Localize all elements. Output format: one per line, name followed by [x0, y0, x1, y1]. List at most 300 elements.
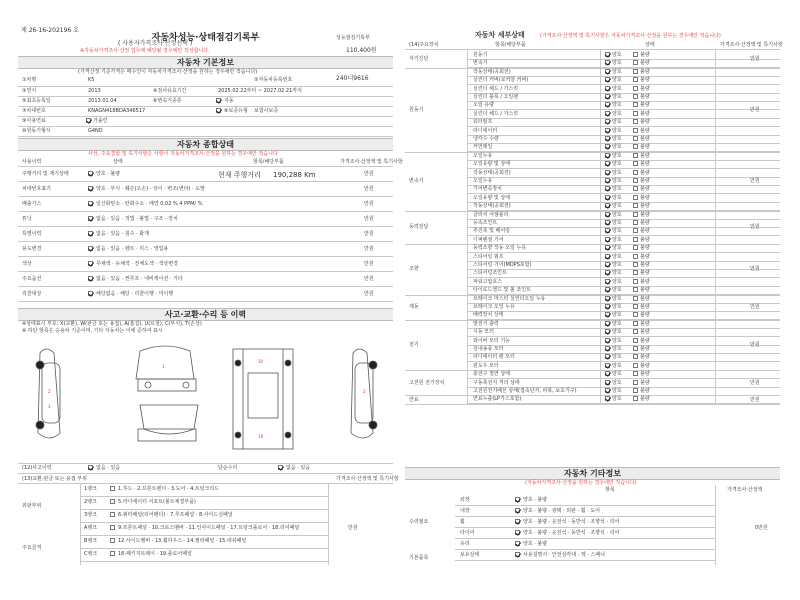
basic-value2-1: 240너9616: [336, 75, 369, 82]
row-divider: [467, 345, 780, 346]
detail-state: 불량: [640, 278, 650, 285]
detail-check: [633, 237, 638, 242]
detail-check: [605, 119, 610, 124]
detail-state: 불량: [640, 77, 650, 84]
group-divider: [405, 404, 780, 405]
detail-item: 오일유량 및 상태: [473, 161, 510, 168]
detail-check: [605, 371, 610, 376]
detail-check: [605, 338, 610, 343]
row-divider: [18, 196, 393, 197]
group-divider: [405, 295, 780, 296]
basic-value-4: KNAGN418BDA346517: [88, 108, 146, 114]
svg-text:19: 19: [258, 434, 264, 439]
detail-group: 고전원 전기장치: [409, 379, 445, 386]
detail-state: 불량: [640, 253, 650, 260]
detail-state: 양호: [612, 203, 622, 210]
detail-check: [633, 287, 638, 292]
row-divider: [467, 135, 780, 136]
detail-state: 불량: [640, 379, 650, 386]
group-divider: [405, 320, 780, 321]
detail-item: 타이로드엔드 및 볼 조인트: [473, 287, 531, 294]
detail-item: 클러치 어셈블리: [473, 211, 509, 218]
detail-check: [605, 186, 610, 191]
detail-state: 양호: [612, 253, 622, 260]
details-col-2: 항목/해당부품: [495, 42, 526, 48]
detail-item: 오일누유: [473, 178, 493, 184]
detail-state: 불량: [640, 194, 650, 201]
row-divider: [467, 118, 780, 119]
overall-note: 사상, 주요결함 및 특기사항은 사항이 자동차가격조사·산정을 원하는 경우에만 적습니다: [88, 151, 278, 157]
detail-check: [605, 329, 610, 334]
detail-item: 라디에이터: [473, 127, 498, 134]
detail-check: [605, 312, 610, 317]
detail-check: [633, 178, 638, 183]
detail-check: [605, 346, 610, 351]
detail-unit: 만원: [750, 56, 760, 63]
other-label: 타이어: [460, 530, 475, 536]
detail-item: 워터펌프: [473, 119, 493, 126]
group-divider: [405, 211, 780, 212]
detail-check: [633, 312, 638, 317]
detail-state: 양호: [612, 304, 622, 310]
overall-row-unit: 만원: [364, 216, 374, 222]
other-options: 양호 · 불량 · 광택 · 외판 · 휠 · 도어: [523, 508, 600, 514]
detail-unit: 만원: [750, 304, 760, 311]
detail-group: 자기진단: [409, 56, 429, 63]
row-divider: [455, 516, 715, 517]
detail-check: [605, 363, 610, 368]
detail-check: [633, 195, 638, 200]
other-note: (자동차가격조사·산정을 원하는 경우에만 적습니다): [525, 480, 637, 486]
overall-row-label: 색상: [22, 261, 32, 267]
detail-check: [633, 69, 638, 74]
detail-state: 불량: [640, 211, 650, 218]
detail-state: 양호: [612, 295, 622, 302]
detail-check: [633, 388, 638, 393]
detail-state: 양호: [612, 85, 622, 92]
detail-check: [633, 94, 638, 99]
detail-check: [633, 245, 638, 250]
detail-check: [633, 228, 638, 233]
detail-state: 불량: [640, 236, 650, 243]
detail-state: 양호: [612, 396, 622, 403]
detail-check: [605, 52, 610, 57]
detail-group: 동력전달: [409, 224, 429, 231]
detail-check: [605, 144, 610, 149]
other-check: [515, 519, 520, 524]
detail-check: [605, 60, 610, 65]
overall-check: [88, 216, 93, 221]
row-divider: [467, 143, 780, 144]
other-options: 양호 · 불량 · 운전석 · 동반석 · 조향석 · 리어: [523, 519, 620, 525]
panel-items: 9.프론트패널 · 10.크로스멤버 · 11.인사이드패널 · 17.트렁크플로어 · 18.리어패널: [118, 525, 300, 531]
detail-state: 불량: [640, 136, 650, 142]
detail-check: [633, 270, 638, 275]
detail-item: 디퍼렌셜 기어: [473, 236, 504, 243]
overall-row-options: 없음 · 있음 · 썬루프 · 네비게이션 · 기타: [96, 276, 183, 282]
detail-state: 양호: [612, 346, 622, 352]
details-head: 자동차 세부상태: [475, 31, 525, 39]
panel-check: [110, 499, 115, 504]
row-divider: [18, 226, 393, 227]
detail-check: [605, 102, 610, 107]
detail-state: 양호: [612, 245, 622, 252]
detail-item: 고전원전기배선 상태(접속단자, 피복, 보호기구): [473, 388, 577, 394]
detail-state: 불량: [640, 85, 650, 92]
row-divider: [18, 181, 393, 182]
other-col-2: 가격조사·산정액: [727, 487, 763, 493]
overall-row-label: 주요옵션: [22, 276, 42, 282]
detail-state: 양호: [612, 152, 622, 159]
row-divider: [455, 538, 715, 539]
detail-check: [605, 161, 610, 166]
row-divider: [467, 227, 780, 228]
group-divider: [405, 370, 780, 371]
overall-band: 자동차 종합상태: [18, 138, 393, 151]
right-sheet: [405, 25, 783, 565]
overall-row-unit: 만원: [364, 201, 374, 207]
detail-item: 라디에이터 팬 모터: [473, 354, 515, 361]
detail-state: 불량: [640, 337, 650, 344]
detail-item: 실린더 블록 / 오일팬: [473, 94, 519, 100]
detail-unit: 만원: [750, 379, 760, 386]
frame-label: 주요골격: [22, 545, 42, 551]
detail-group: 변속기: [409, 178, 424, 185]
basic-note: (가격산정 기준가격은 매수인이 자동차가격조사·산정을 원하는 경우에만 적습니다): [78, 69, 258, 75]
overall-row-label: 주행거리 및 계기상태: [22, 171, 69, 177]
detail-item: 브레이크 오일 누유: [473, 304, 515, 310]
panels-unit: 만원: [348, 525, 358, 531]
detail-check: [605, 69, 610, 74]
detail-check: [605, 77, 610, 82]
detail-unit: 만원: [750, 342, 760, 348]
overall-row-options: 일산화탄소 · 탄화수소 · 매연 0.02 % 4 PPM/ %: [96, 201, 203, 207]
col-divider: [467, 49, 468, 405]
detail-check: [605, 380, 610, 385]
other-label: 외장: [460, 497, 470, 503]
detail-item: 오일누유: [473, 152, 493, 159]
detail-state: 불량: [640, 110, 650, 117]
detail-item: 작동상태(공회전): [473, 203, 511, 210]
detail-item: 발전기 출력: [473, 320, 499, 327]
fee-value: 110,400원: [346, 47, 377, 54]
detail-state: 양호: [612, 211, 622, 218]
detail-state: 불량: [640, 346, 650, 352]
details-note: (가격조사·산정액 및 특기사항은 자동차가격조사·산정을 원하는 경우에만 적습니다): [540, 33, 721, 39]
detail-check: [633, 346, 638, 351]
mileage-label: 현재 주행거리: [218, 171, 261, 179]
basic-value-3: 2013.01.04: [88, 98, 117, 104]
detail-group: 조향: [409, 266, 419, 273]
overall-check: [88, 186, 93, 191]
panel-rank: B랭크: [84, 538, 98, 544]
detail-state: 불량: [640, 245, 650, 252]
row-divider: [80, 535, 328, 536]
accident-note-2: ※ 하단 항목은 승용차 기준이며, 기타 자동차는 이에 준하여 표시: [22, 328, 163, 334]
row-divider: [455, 505, 715, 506]
detail-item: 충전구 절연 상태: [473, 371, 510, 378]
row-divider: [467, 160, 780, 161]
detail-state: 불량: [640, 161, 650, 168]
detail-state: 양호: [612, 320, 622, 327]
row-divider: [467, 126, 780, 127]
detail-item: 파워고압호스: [473, 278, 502, 285]
overall-head-2: 상태: [113, 159, 123, 165]
panel-items: 6.쿼터패널(리어펜더) · 7.루프패널 · 8.사이드실패널: [118, 512, 233, 518]
detail-state: 불량: [640, 228, 650, 235]
detail-check: [605, 86, 610, 91]
basic-value-6: G4ND: [88, 128, 103, 134]
panel-check: [110, 551, 115, 556]
detail-group: 제동: [409, 304, 419, 311]
repair-opts: 없음 · 있음: [286, 465, 311, 471]
detail-unit: 만원: [750, 396, 760, 403]
detail-check: [605, 153, 610, 158]
detail-item: 작동상태(공회전): [473, 169, 511, 176]
detail-item: 실린더 헤드 / 가스킷: [473, 85, 519, 92]
detail-check: [633, 111, 638, 116]
detail-state: 양호: [612, 186, 622, 193]
other-check: [515, 541, 520, 546]
row-divider: [467, 277, 780, 278]
overall-row-unit: 만원: [364, 231, 374, 237]
detail-item: 실내송풍 모터: [473, 346, 504, 352]
overall-row-options: 양호 · 부식 · 훼손(오손) · 상이 · 변조(변타) · 도말: [96, 186, 205, 192]
detail-check: [633, 203, 638, 208]
basic-value2-4: 보험사보증: [254, 108, 279, 114]
col-divider: [715, 49, 716, 405]
detail-state: 불량: [640, 329, 650, 336]
svg-text:2: 2: [48, 389, 51, 394]
detail-state: 불량: [640, 186, 650, 193]
detail-check: [605, 203, 610, 208]
overall-row-label: 리콜대상: [22, 291, 42, 297]
other-options: 양호 · 불량: [523, 497, 548, 503]
detail-check: [605, 170, 610, 175]
row-divider: [455, 527, 715, 528]
panel-rank: 1랭크: [84, 486, 97, 492]
basic-label2-1: ②자동차등록번호: [254, 77, 293, 83]
detail-unit: 만원: [750, 178, 760, 185]
overall-row-unit: 만원: [364, 186, 374, 192]
detail-item: 추진축 및 베어링: [473, 228, 510, 235]
detail-check: [633, 52, 638, 57]
basic-band: 자동차 기본정보: [18, 56, 393, 69]
detail-state: 불량: [640, 203, 650, 210]
detail-check: [633, 321, 638, 326]
group-divider: [405, 395, 780, 396]
detail-check: [633, 144, 638, 149]
detail-check: [605, 354, 610, 359]
overall-row-options: 없음 · 있음 · 적법 · 불법 · 구조 · 장치: [96, 216, 178, 222]
row-divider: [467, 269, 780, 270]
detail-item: 기어변속장치: [473, 186, 502, 193]
other-check: [515, 508, 520, 513]
detail-check: [605, 178, 610, 183]
detail-state: 양호: [612, 178, 622, 184]
row-divider: [467, 336, 780, 337]
overall-row-unit: 만원: [364, 246, 374, 252]
detail-check: [633, 279, 638, 284]
detail-check: [633, 119, 638, 124]
detail-check: [633, 296, 638, 301]
overall-check: [88, 231, 93, 236]
detail-check: [605, 220, 610, 225]
group-divider: [405, 68, 780, 69]
outer-label: 외판부위: [22, 503, 42, 509]
overall-row-label: 차대번호표기: [22, 186, 51, 192]
panel-check: [110, 512, 115, 517]
detail-state: 양호: [612, 102, 622, 109]
row-divider: [467, 202, 780, 203]
detail-state: 양호: [612, 228, 622, 235]
detail-check: [633, 304, 638, 309]
detail-check: [605, 296, 610, 301]
detail-item: 커먼레일: [473, 144, 493, 151]
detail-state: 양호: [612, 337, 622, 344]
panel-items: 12.사이드멤버 · 13.휠하우스 · 14.필러패널 · 15.대쉬패널: [118, 538, 247, 544]
detail-check: [633, 396, 638, 401]
other-check: [515, 497, 520, 502]
overall-row-options: 없음 · 있음 · 렌트 · 리스 · 영업용: [96, 246, 169, 252]
row-divider: [80, 561, 328, 562]
doc-notice: ※자동차가격조사·산정 업무에 해당될 경우에만 작성합니다.: [80, 48, 210, 54]
basic-label2-3: ⑥변속기종류: [153, 98, 182, 104]
detail-check: [633, 220, 638, 225]
overall-row-options: 무채색 · 유채색 · 전체도색 · 색상변경: [96, 261, 178, 267]
row-divider: [467, 168, 780, 169]
detail-item: 연료누출(LP가스포함): [473, 396, 522, 403]
detail-check: [633, 363, 638, 368]
panel-rank: 2랭크: [84, 499, 97, 505]
detail-state: 양호: [612, 127, 622, 134]
other-label: 휠: [460, 519, 465, 525]
detail-item: 원동기: [473, 52, 488, 58]
row-divider: [455, 549, 715, 550]
row-divider: [80, 509, 328, 510]
detail-check: [633, 262, 638, 267]
overall-head-1: 사용이력: [22, 159, 42, 165]
detail-state: 양호: [612, 362, 622, 369]
detail-state: 불량: [640, 127, 650, 134]
detail-item: 와이퍼 모터 기능: [473, 337, 510, 344]
svg-text:2: 2: [363, 389, 366, 394]
panels-head-1: (13)교환,판금 또는 용접 부위: [22, 476, 87, 482]
row-divider: [18, 256, 393, 257]
detail-item: 오일유량 및 상태: [473, 194, 510, 201]
detail-check: [605, 195, 610, 200]
detail-state: 양호: [612, 68, 622, 75]
details-col-3: 상태: [645, 42, 655, 48]
left-sheet: [18, 25, 403, 565]
other-check: [515, 530, 520, 535]
detail-check: [605, 128, 610, 133]
basic-value2-3: 자동: [224, 98, 234, 104]
detail-state: 양호: [612, 287, 622, 294]
basic-label-2: ③연식: [22, 88, 37, 94]
detail-check: [633, 102, 638, 107]
other-label: 유리: [460, 541, 470, 547]
detail-item: 시동 모터: [473, 329, 494, 336]
detail-state: 불량: [640, 354, 650, 361]
detail-check: [605, 237, 610, 242]
detail-state: 불량: [640, 388, 650, 394]
detail-state: 양호: [612, 169, 622, 176]
row-divider: [467, 193, 780, 194]
detail-check: [605, 111, 610, 116]
detail-check: [605, 270, 610, 275]
detail-check: [633, 338, 638, 343]
detail-item: 배력장치 상태: [473, 312, 504, 319]
detail-state: 양호: [612, 161, 622, 168]
detail-check: [605, 94, 610, 99]
history-opts: 없음 · 있음: [96, 465, 121, 471]
row-divider: [467, 328, 780, 329]
overall-row-options: 양호 · 불량: [96, 171, 121, 177]
detail-state: 불량: [640, 396, 650, 403]
group-divider: [405, 244, 780, 245]
detail-item: 실린더 헤드 / 가스킷: [473, 110, 519, 117]
detail-state: 불량: [640, 169, 650, 176]
detail-check: [605, 287, 610, 292]
overall-row-options: 없음 · 있음 · 침수 · 화재: [96, 231, 149, 237]
panel-check: [110, 525, 115, 530]
other-group-2: 기본품목: [409, 555, 429, 561]
detail-check: [605, 262, 610, 267]
detail-state: 양호: [612, 77, 622, 84]
detail-unit: 만원: [750, 106, 760, 113]
other-label: 내장: [460, 508, 470, 514]
detail-state: 불량: [640, 94, 650, 100]
detail-group: 연료: [409, 396, 419, 403]
detail-state: 양호: [612, 60, 622, 67]
detail-item: 등속조인트: [473, 220, 498, 226]
detail-state: 양호: [612, 144, 622, 151]
overall-row-unit: 만원: [364, 276, 374, 282]
detail-state: 양호: [612, 94, 622, 100]
detail-check: [605, 228, 610, 233]
other-options: 사용설명서 · 안전삼각대 · 잭 · 스패너: [523, 552, 605, 558]
detail-unit: 만원: [750, 224, 760, 231]
row-divider: [18, 271, 393, 272]
panel-items: 1.후드 · 2.프론트펜더 · 3.도어 · 4.트렁크리드: [118, 486, 220, 492]
overall-check: [88, 246, 93, 251]
doc-title: 자동차성능·상태점검기록부: [151, 33, 260, 43]
row-divider: [18, 241, 393, 242]
detail-check: [633, 170, 638, 175]
detail-group: 원동기: [409, 106, 424, 113]
svg-text:3: 3: [48, 404, 51, 409]
row-divider: [467, 235, 780, 236]
detail-state: 불량: [640, 371, 650, 378]
detail-state: 불량: [640, 270, 650, 277]
detail-item: 스티어링 펌프: [473, 253, 504, 260]
detail-check: [605, 304, 610, 309]
other-options: 양호 · 불량: [523, 541, 548, 547]
accident-note-1: ※상태표시 부호: X(교환), W(판금 또는 용접), A(흠집), U(요철), C(부식), T(손상): [22, 321, 202, 327]
car-diagram: [28, 343, 383, 461]
detail-state: 불량: [640, 60, 650, 67]
row-divider: [80, 496, 328, 497]
detail-check: [633, 60, 638, 65]
detail-state: 불량: [640, 262, 650, 268]
basic-value-5: 가솔린: [93, 118, 108, 124]
overall-check: [88, 171, 93, 176]
detail-item: 윈도우 모터: [473, 362, 499, 369]
detail-item: 브레이크 마스터 실린더오일 누유: [473, 295, 546, 302]
detail-state: 양호: [612, 262, 622, 268]
overall-check: [88, 261, 93, 266]
